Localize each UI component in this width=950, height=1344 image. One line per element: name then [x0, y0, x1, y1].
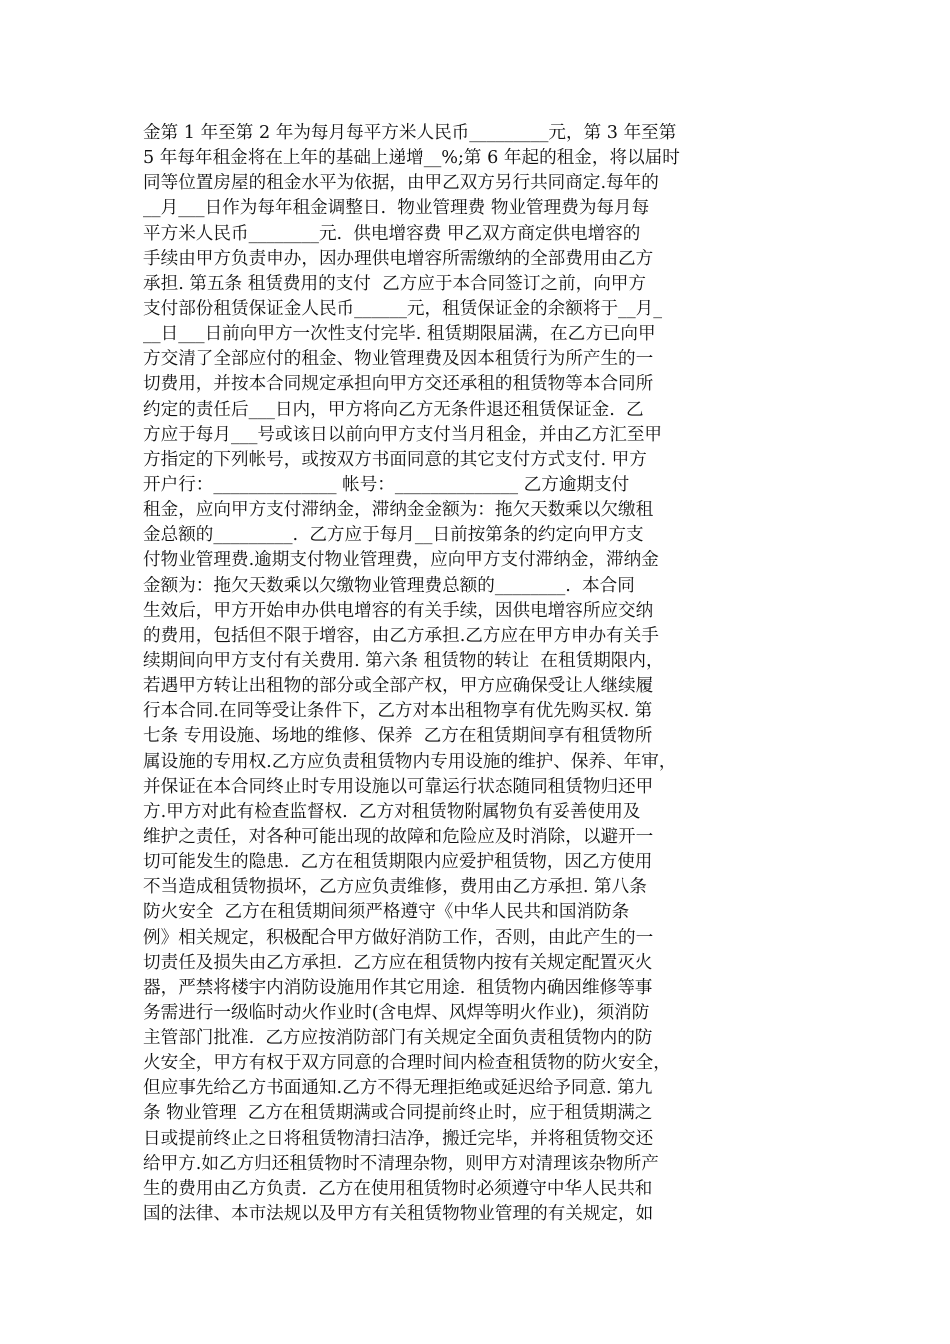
text-line: 金总额的_________. 乙方应于每月__日前按第条的约定向甲方支	[143, 525, 644, 546]
text-line: 器，严禁将楼宇内消防设施用作其它用途. 租赁物内确因维修等事	[143, 977, 653, 998]
contract-body-text	[143, 121, 808, 1227]
text-line: 条 物业管理 乙方在租赁期满或合同提前终止时，应于租赁期满之	[143, 1103, 653, 1124]
text-line: 续期间向甲方支付有关费用. 第六条 租赁物的转让 在租赁期限内，	[143, 650, 664, 671]
text-line: 属设施的专用权.乙方应负责租赁物内专用设施的维护、保养、年审，	[143, 751, 677, 772]
text-line: 金额为：拖欠天数乘以欠缴物业管理费总额的________. 本合同	[143, 575, 635, 596]
text-line: 务需进行一级临时动火作业时(含电焊、风焊等明火作业)，须消防	[143, 1002, 650, 1023]
text-line: 并保证在本合同终止时专用设施以可靠运行状态随同租赁物归还甲	[143, 776, 654, 797]
text-line: 金第 1 年至第 2 年为每月每平方米人民币_________元，第 3 年至第	[143, 123, 677, 143]
text-line: 租金，应向甲方支付滞纳金，滞纳金金额为：拖欠天数乘以欠缴租	[143, 500, 654, 521]
text-line: 生的费用由乙方负责. 乙方在使用租赁物时必须遵守中华人民共和	[143, 1178, 653, 1199]
text-line: 行本合同.在同等受让条件下，乙方对本出租物享有优先购买权. 第	[143, 701, 653, 722]
text-line: 同等位置房屋的租金水平为依据，由甲乙双方另行共同商定.每年的	[143, 173, 659, 194]
text-line: 支付部份租赁保证金人民币______元，租赁保证金的余额将于__月_	[143, 298, 663, 319]
text-line: 付物业管理费.逾期支付物业管理费，应向甲方支付滞纳金，滞纳金	[143, 550, 659, 571]
text-line: 防火安全 乙方在租赁期间须严格遵守《中华人民共和国消防条	[143, 902, 630, 923]
text-line: 七条 专用设施、场地的维修、保养 乙方在租赁期间享有租赁物所	[143, 726, 653, 747]
text-line: 平方米人民币________元. 供电增容费 甲乙双方商定供电增容的	[143, 223, 641, 244]
text-line: 主管部门批准. 乙方应按消防部门有关规定全面负责租赁物内的防	[143, 1028, 653, 1049]
text-line: 生效后，甲方开始申办供电增容的有关手续，因供电增容所应交纳	[143, 600, 654, 621]
text-line: 但应事先给乙方书面通知.乙方不得无理拒绝或延迟给予同意. 第九	[143, 1078, 653, 1099]
text-line: 不当造成租赁物损坏，乙方应负责维修，费用由乙方承担. 第八条	[143, 877, 647, 898]
text-line: 方.甲方对此有检查监督权. 乙方对租赁物附属物负有妥善使用及	[143, 801, 641, 822]
text-line: 5 年每年租金将在上年的基础上递增__%;第 6 年起的租金，将以届时	[143, 148, 680, 169]
text-line: 手续由甲方负责申办，因办理供电增容所需缴纳的全部费用由乙方	[143, 248, 654, 269]
text-line: 方应于每月___号或该日以前向甲方支付当月租金，并由乙方汇至甲	[143, 424, 663, 445]
text-line: __日___日前向甲方一次性支付完毕. 租赁期限届满，在乙方已向甲	[143, 324, 656, 345]
text-line: 切费用，并按本合同规定承担向甲方交还承租的租赁物等本合同所	[143, 374, 654, 395]
text-line: 切责任及损失由乙方承担. 乙方应在租赁物内按有关规定配置灭火	[143, 952, 653, 973]
text-line: 例》相关规定，积极配合甲方做好消防工作，否则，由此产生的一	[143, 927, 654, 948]
text-line: 的费用，包括但不限于增容，由乙方承担.乙方应在甲方申办有关手	[143, 625, 659, 646]
text-line: 切可能发生的隐患. 乙方在租赁期限内应爱护租赁物，因乙方使用	[143, 852, 653, 873]
text-line: 方指定的下列帐号，或按双方书面同意的其它支付方式支付. 甲方	[143, 449, 647, 470]
text-line: 开户行：______________ 帐号：______________ 乙方逾期支付	[143, 474, 630, 495]
text-line: 国的法律、本市法规以及甲方有关租赁物物业管理的有关规定，如	[143, 1204, 654, 1225]
text-line: 维护之责任，对各种可能出现的故障和危险应及时消除，以避开一	[143, 826, 654, 847]
text-line: 日或提前终止之日将租赁物清扫洁净，搬迁完毕，并将租赁物交还	[143, 1128, 654, 1149]
text-line: 方交清了全部应付的租金、物业管理费及因本租赁行为所产生的一	[143, 349, 654, 370]
text-line: 给甲方.如乙方归还租赁物时不清理杂物，则甲方对清理该杂物所产	[143, 1153, 659, 1174]
text-line: 约定的责任后___日内，甲方将向乙方无条件退还租赁保证金. 乙	[143, 399, 644, 420]
text-line: 承担. 第五条 租赁费用的支付 乙方应于本合同签订之前，向甲方	[143, 273, 646, 294]
text-line: 火安全，甲方有权于双方同意的合理时间内检查租赁物的防火安全，	[143, 1053, 671, 1074]
text-line: 若遇甲方转让出租物的部分或全部产权，甲方应确保受让人继续履	[143, 676, 654, 697]
text-line: __月___日作为每年租金调整日. 物业管理费 物业管理费为每月每	[143, 198, 650, 219]
